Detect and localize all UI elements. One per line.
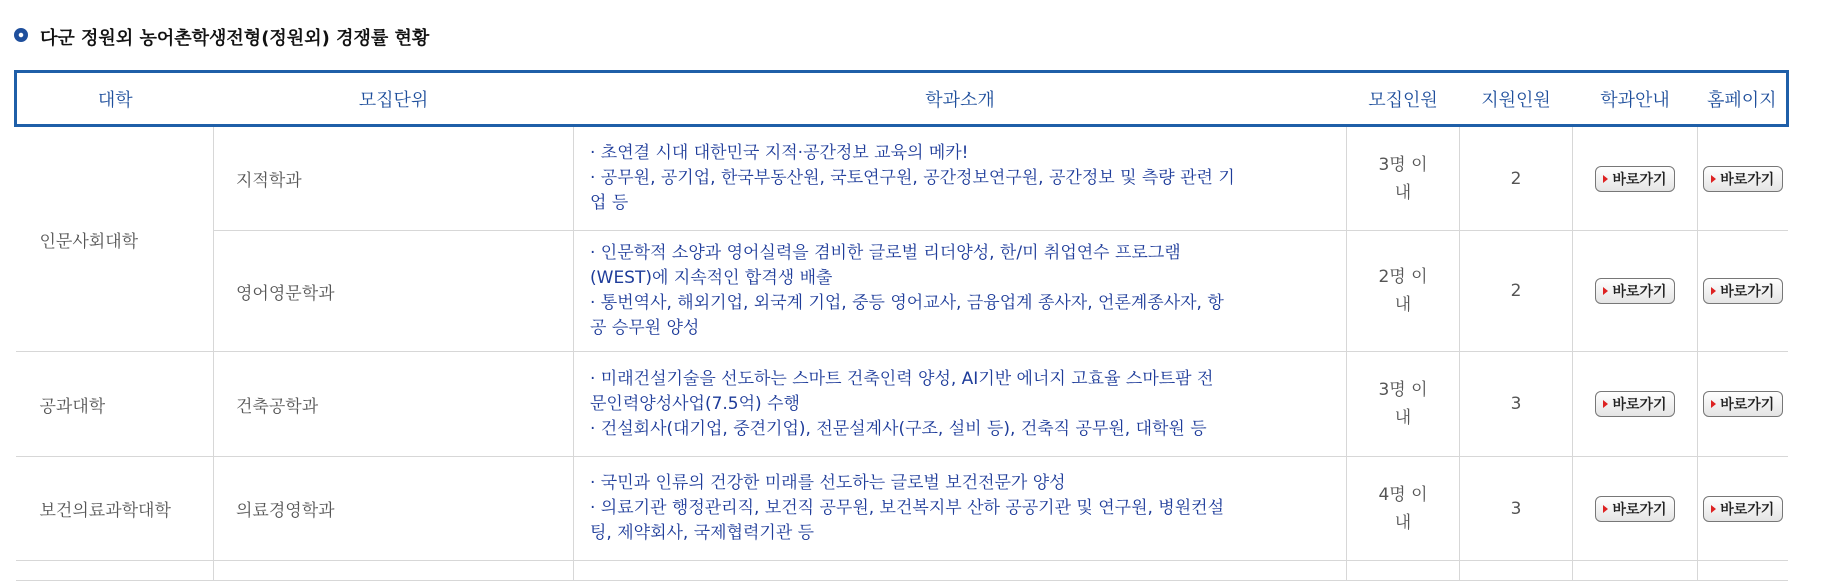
dept-guide-button[interactable]: 바로가기 [1595,166,1675,192]
homepage-cell [1698,231,1788,352]
header-dept-guide: 학과안내 [1573,72,1698,126]
intro-cell [574,352,1347,457]
dept-guide-cell [1573,457,1698,561]
arrow-right-icon [1603,400,1608,408]
intro-line: · 초연결 시대 대한민국 지적·공간정보 교육의 메카! [590,143,969,163]
dept-guide-cell [1573,231,1698,352]
dept-guide-button[interactable]: 바로가기 [1595,391,1675,417]
homepage-cell [1698,126,1788,231]
intro-line: · 건설회사(대기업, 중견기업), 전문설계사(구조, 설비 등), 건축직 공무원, 대학원 등 [590,418,1207,439]
unit-cell: 건축공학과 [214,352,574,457]
arrow-right-icon [1711,505,1716,513]
dept-guide-cell [1573,126,1698,231]
arrow-right-icon [1603,175,1608,183]
arrow-right-icon [1603,505,1608,513]
quota-cell: 4명 이 내 [1347,457,1460,561]
unit-cell: 영어영문학과 [214,231,574,352]
intro-line: 공 승무원 양성 [590,318,700,338]
applicants-cell: 2 [1460,231,1573,352]
university-cell: 인문사회대학 [16,126,214,352]
homepage-cell [1698,457,1788,561]
header-quota: 모집인원 [1347,72,1460,126]
university-cell: 공과대학 [16,352,214,457]
intro-cell [574,231,1347,352]
arrow-right-icon [1711,175,1716,183]
section-header [14,20,429,54]
dept-guide-cell [1573,352,1698,457]
applicants-cell: 3 [1460,457,1573,561]
quota-cell: 3명 이 내 [1347,126,1460,231]
intro-line: 업 등 [590,193,629,213]
intro-line: · 통번역사, 해외기업, 외국계 기업, 중등 영어교사, 금융업계 종사자, 언론계종사자, 항 [590,293,1224,313]
intro-line: · 공무원, 공기업, 한국부동산원, 국토연구원, 공간정보연구원, 공간정보 및 측량 관련 기 [590,168,1235,188]
homepage-button[interactable]: 바로가기 [1703,496,1783,522]
competition-table [14,70,1789,581]
applicants-cell: 2 [1460,126,1573,231]
intro-line: · 국민과 인류의 건강한 미래를 선도하는 글로벌 보건전문가 양성 [590,473,1066,493]
homepage-cell [1698,352,1788,457]
homepage-button[interactable]: 바로가기 [1703,278,1783,304]
intro-line: (WEST)에 지속적인 합격생 배출 [590,268,833,288]
intro-line: · 미래건설기술을 선도하는 스마트 건축인력 양성, AI기반 에너지 고효율 스마트팜 전 [590,368,1214,389]
intro-line: · 인문학적 소양과 영어실력을 겸비한 글로벌 리더양성, 한/미 취업연수 프로그램 [590,243,1181,263]
header-intro: 학과소개 [574,72,1347,126]
table-row [16,126,1788,231]
quota-cell: 2명 이 내 [1347,231,1460,352]
intro-line: 문인력양성사업(7.5억) 수행 [590,393,800,414]
arrow-right-icon [1711,287,1716,295]
header-homepage: 홈페이지 [1698,72,1788,126]
table-row-partial [16,561,1788,581]
table-row [16,352,1788,457]
unit-cell: 지적학과 [214,126,574,231]
dept-guide-button[interactable]: 바로가기 [1595,278,1675,304]
intro-line: 팅, 제약회사, 국제협력기관 등 [590,523,815,543]
homepage-button[interactable]: 바로가기 [1703,166,1783,192]
table-row [16,231,1788,352]
header-unit: 모집단위 [214,72,574,126]
page-title: 다군 정원외 농어촌학생전형(정원외) 경쟁률 현황 [40,28,430,49]
intro-cell [574,126,1347,231]
header-university: 대학 [16,72,214,126]
arrow-right-icon [1603,287,1608,295]
circle-bullet-icon [14,28,28,42]
unit-cell: 의료경영학과 [214,457,574,561]
arrow-right-icon [1711,400,1716,408]
quota-cell: 3명 이 내 [1347,352,1460,457]
intro-line: · 의료기관 행정관리직, 보건직 공무원, 보건복지부 산하 공공기관 및 연구원, 병원컨설 [590,498,1225,518]
header-applicants: 지원인원 [1460,72,1573,126]
dept-guide-button[interactable]: 바로가기 [1595,496,1675,522]
homepage-button[interactable]: 바로가기 [1703,391,1783,417]
applicants-cell: 3 [1460,352,1573,457]
university-cell: 보건의료과학대학 [16,457,214,561]
table-header-row [16,72,1788,126]
intro-cell [574,457,1347,561]
table-row [16,457,1788,561]
